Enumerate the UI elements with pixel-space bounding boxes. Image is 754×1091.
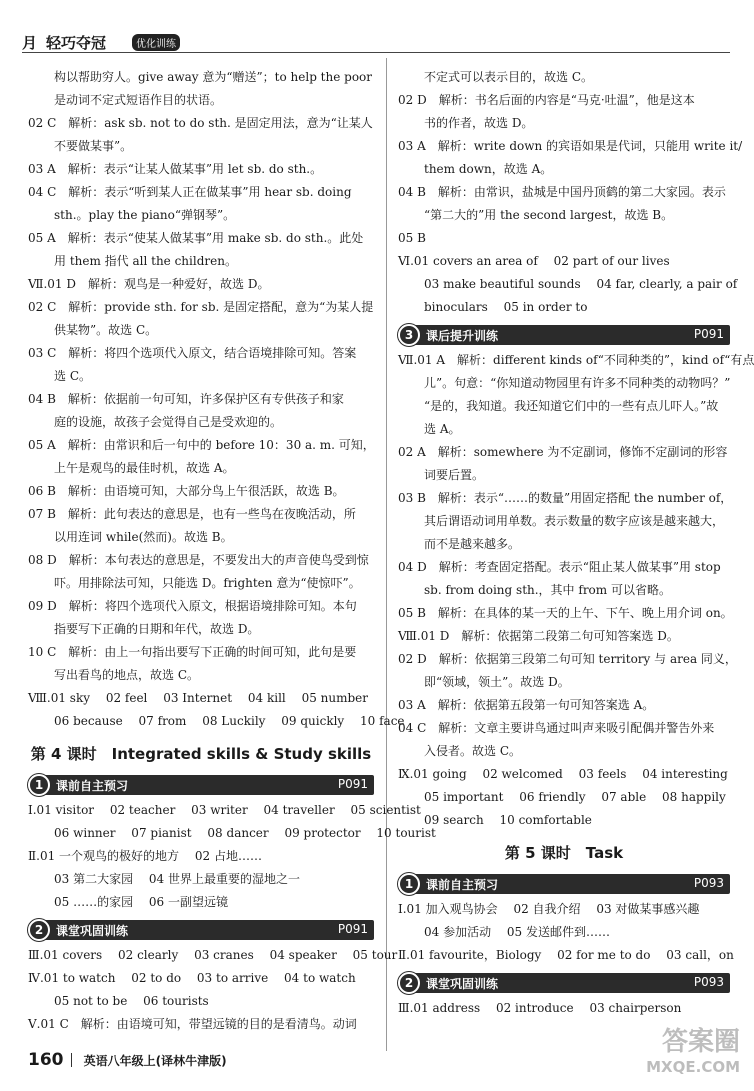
answer-line: Ⅸ.01 going 02 welcomed 03 feels 04 interesting xyxy=(398,767,728,781)
answer-line: 供某物”。故选 C。 xyxy=(54,323,158,337)
logo-icon: 月 xyxy=(22,34,38,52)
answer-line: 05 B xyxy=(398,231,426,245)
answer-line: 词要后置。 xyxy=(424,468,485,482)
answer-line: 08 D 解析：本句表达的意思是，不要发出大的声音使鸟受到惊 xyxy=(28,553,369,567)
column-divider xyxy=(386,58,387,1051)
section-bar-l5-classroom xyxy=(398,973,730,993)
answer-line: 上午是观鸟的最佳时机，故选 A。 xyxy=(54,461,235,475)
answer-line: 其后谓语动词用单数。表示数量的数字应该是越来越大， xyxy=(424,514,725,528)
answer-line: Ⅲ.01 covers 02 clearly 03 cranes 04 speaker 05 tour xyxy=(28,948,398,962)
answer-block-left xyxy=(28,66,405,733)
answer-line: 03 A 解析：write down 的宾语如果是代词，只能用 write it/ xyxy=(398,139,743,153)
answer-line: Ⅰ.01 visitor 02 teacher 03 writer 04 traveller 05 scientist xyxy=(28,803,421,817)
section-page-ref: P093 xyxy=(693,975,724,989)
answer-line: 04 B 解析：由常识，盐城是中国丹顶鹤的第二大家园。表示 xyxy=(398,185,726,199)
answer-line: 不要做某事”。 xyxy=(54,139,133,153)
answer-line: “第二大的”用 the second largest，故选 B。 xyxy=(424,208,674,222)
answer-line: 03 A 解析：表示“让某人做某事”用 let sb. do sth.。 xyxy=(28,162,323,176)
answer-line: 不定式可以表示目的，故选 C。 xyxy=(424,70,593,84)
book-series-logo: 轻巧夺冠 xyxy=(46,34,107,52)
answer-block-right-top xyxy=(398,66,743,319)
page-number: 160 xyxy=(28,1050,64,1070)
answer-line: 庭的设施，故孩子会觉得自己是受欢迎的。 xyxy=(54,415,283,429)
answer-line: Ⅱ.01 一个观鸟的极好的地方 02 占地…… xyxy=(28,849,262,863)
header-rule xyxy=(22,52,730,53)
answer-line: 05 B 解析：在具体的某一天的上午、下午、晚上用介词 on。 xyxy=(398,606,733,620)
answer-line: 05 A 解析：由常识和后一句中的 before 10：30 a. m. 可知， xyxy=(28,438,375,452)
answer-line: 用 them 指代 all the children。 xyxy=(54,254,237,268)
answer-line: 02 D 解析：书名后面的内容是“马克·吐温”，他是这本 xyxy=(398,93,695,107)
answer-line: Ⅴ.01 C 解析：由语境可知，带望远镜的目的是看清鸟。动词 xyxy=(28,1017,357,1031)
section-label: 课前自主预习 xyxy=(56,779,129,793)
section-number-badge: 2 xyxy=(28,919,50,941)
section-bar-after-class xyxy=(398,325,730,345)
answer-line: 04 C 解析：文章主要讲鸟通过叫声来吸引配偶并警告外来 xyxy=(398,721,715,735)
section-label: 课前自主预习 xyxy=(426,878,499,892)
answer-line: 而不是越来越多。 xyxy=(424,537,521,551)
answer-line: Ⅰ.01 加入观鸟协会 02 自我介绍 03 对做某事感兴趣 xyxy=(398,902,700,916)
answer-line: 09 D 解析：将四个选项代入原文，根据语境排除可知。本句 xyxy=(28,599,357,613)
answer-line: sb. from doing sth.，其中 from 可以省略。 xyxy=(424,583,671,597)
section-page-ref: P091 xyxy=(337,922,368,936)
answer-line: 06 because 07 from 08 Luckily 09 quickly 10 face xyxy=(54,714,405,728)
answer-line: sth.。play the piano“弹钢琴”。 xyxy=(54,208,236,222)
section-number-badge: 1 xyxy=(28,774,50,796)
answer-line: Ⅶ.01 A 解析：different kinds of“不同种类的”，kind of“有点 xyxy=(398,353,754,367)
series-tag: 优化训练 xyxy=(132,34,180,51)
answer-line: Ⅳ.01 to watch 02 to do 03 to arrive 04 to watch xyxy=(28,971,356,985)
answer-line: 05 not to be 06 tourists xyxy=(54,994,209,1008)
lesson-5-title: 第 5 课时 Task xyxy=(504,844,624,862)
answer-line: “是的，我知道。我还知道它们中的一些有点儿吓人。”故 xyxy=(424,399,719,413)
answer-line: 即“领域，领土”。故选 D。 xyxy=(424,675,570,689)
answer-line: Ⅷ.01 D 解析：依据第二段第二句可知答案选 D。 xyxy=(398,629,679,643)
answer-block-l4-classroom xyxy=(28,944,398,1036)
answer-line: 05 ……的家园 06 一副望远镜 xyxy=(54,895,228,909)
answer-line: 05 A 解析：表示“使某人做某事”用 make sb. do sth.。此处 xyxy=(28,231,364,245)
answer-line: 选 C。 xyxy=(54,369,91,383)
answer-line: 04 B 解析：依据前一句可知，许多保护区有专供孩子和家 xyxy=(28,392,344,406)
section-number-badge: 1 xyxy=(398,873,420,895)
answer-block-l5-preview xyxy=(398,898,734,967)
section-bar-classroom xyxy=(28,920,374,940)
answer-line: 写出看鸟的地点，故选 C。 xyxy=(54,668,199,682)
section-bar-l5-preview xyxy=(398,874,730,894)
answer-line: 03 C 解析：将四个选项代入原文，结合语境排除可知。答案 xyxy=(28,346,357,360)
section-number-badge: 3 xyxy=(398,324,420,346)
answer-line: 是动词不定式短语作目的状语。 xyxy=(54,93,223,107)
right-column xyxy=(398,66,754,1020)
section-page-ref: P091 xyxy=(337,777,368,791)
watermark-url: MXQE.COM xyxy=(646,1058,740,1076)
answer-line: binoculars 05 in order to xyxy=(424,300,588,314)
answer-line: 03 B 解析：表示“……的数量”用固定搭配 the number of， xyxy=(398,491,733,505)
watermark-logo: 答案圈 xyxy=(661,1027,740,1057)
answer-line: Ⅷ.01 sky 02 feel 03 Internet 04 kill 05 number xyxy=(28,691,369,705)
answer-line: 吓。用排除法可知，只能选 D。frighten 意为“使惊吓”。 xyxy=(54,576,361,590)
answer-line: 10 C 解析：由上一句指出要写下正确的时间可知，此句是要 xyxy=(28,645,357,659)
answer-line: Ⅲ.01 address 02 introduce 03 chairperson xyxy=(398,1001,682,1015)
answer-line: 以用连词 while(然而)。故选 B。 xyxy=(54,530,233,544)
answer-line: them down，故选 A。 xyxy=(424,162,553,176)
footer-separator xyxy=(71,1053,72,1067)
answer-line: Ⅵ.01 covers an area of 02 part of our lives xyxy=(398,254,670,268)
answer-block-l4-preview xyxy=(28,799,436,914)
section-label: 课后提升训练 xyxy=(426,329,499,343)
answer-line: 02 A 解析：somewhere 为不定副词，修饰不定副词的形容 xyxy=(398,445,728,459)
answer-line: 入侵者。故选 C。 xyxy=(424,744,521,758)
answer-line: 指要写下正确的日期和年代，故选 D。 xyxy=(54,622,260,636)
answer-block-right-mid xyxy=(398,349,754,832)
answer-line: 06 winner 07 pianist 08 dancer 09 protector 10 tourist xyxy=(54,826,436,840)
watermark xyxy=(610,1027,740,1085)
answer-block-l5-classroom xyxy=(398,997,730,1020)
section-label: 课堂巩固训练 xyxy=(426,977,499,991)
section-page-ref: P093 xyxy=(693,876,724,890)
answer-line: 儿”。句意：“你知道动物园里有许多不同种类的动物吗？” xyxy=(424,376,731,390)
answer-line: 04 C 解析：表示“听到某人正在做某事”用 hear sb. doing xyxy=(28,185,352,199)
answer-line: 构以帮助穷人。give away 意为“赠送”；to help the poor xyxy=(54,70,373,84)
answer-line: 04 参加活动 05 发送邮件到…… xyxy=(424,925,610,939)
section-number-badge: 2 xyxy=(398,972,420,994)
answer-line: 选 A。 xyxy=(424,422,461,436)
answer-line: 06 B 解析：由语境可知，大部分鸟上午很活跃，故选 B。 xyxy=(28,484,345,498)
answer-line: 09 search 10 comfortable xyxy=(424,813,592,827)
answer-line: 02 D 解析：依据第三段第二句可知 territory 与 area 同义， xyxy=(398,652,737,666)
section-page-ref: P091 xyxy=(693,327,724,341)
answer-line: 书的作者，故选 D。 xyxy=(424,116,534,130)
lesson-4-title: 第 4 课时 Integrated skills & Study skills xyxy=(30,745,372,763)
section-label: 课堂巩固训练 xyxy=(56,924,129,938)
answer-line: 02 C 解析：provide sth. for sb. 是固定搭配，意为“为某人提 xyxy=(28,300,374,314)
answer-line: 03 A 解析：依据第五段第一句可知答案选 A。 xyxy=(398,698,655,712)
answer-line: 04 D 解析：考查固定搭配。表示“阻止某人做某事”用 stop xyxy=(398,560,721,574)
page-footer xyxy=(28,1050,227,1070)
answer-line: 03 第二大家园 04 世界上最重要的湿地之一 xyxy=(54,872,300,886)
answer-line: Ⅱ.01 favourite，Biology 02 for me to do 03 call，on xyxy=(398,948,734,962)
book-title: 英语八年级上(译林牛津版) xyxy=(83,1054,227,1068)
section-bar-preview xyxy=(28,775,374,795)
answer-line: 07 B 解析：此句表达的意思是，也有一些鸟在夜晚活动，所 xyxy=(28,507,356,521)
answer-line: 02 C 解析：ask sb. not to do sth. 是固定用法，意为“让某人 xyxy=(28,116,373,130)
page-header xyxy=(22,30,730,56)
answer-line: 05 important 06 friendly 07 able 08 happily xyxy=(424,790,726,804)
answer-line: Ⅶ.01 D 解析：观鸟是一种爱好，故选 D。 xyxy=(28,277,270,291)
answer-line: 03 make beautiful sounds 04 far, clearly, a pair of xyxy=(424,277,738,291)
